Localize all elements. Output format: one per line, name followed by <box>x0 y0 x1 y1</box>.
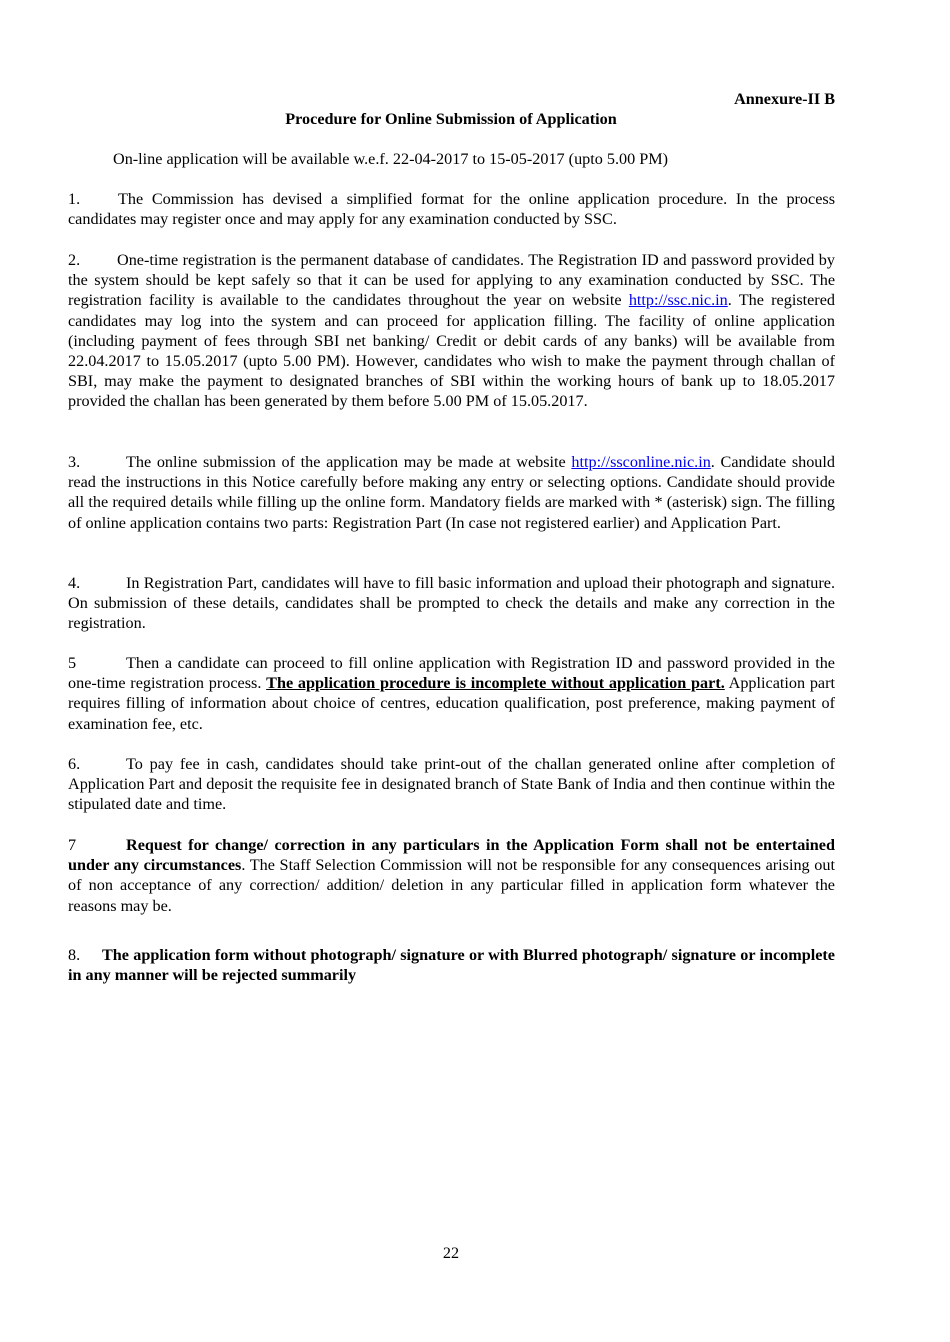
ssc-website-link[interactable]: http://ssc.nic.in <box>628 291 728 310</box>
paragraph-number: 3. <box>68 453 81 471</box>
paragraph-number: 2. <box>68 251 81 269</box>
paragraph-number: 7 <box>68 836 77 854</box>
paragraph-text: One-time registration is the permanent database of candidates. The Registration ID and password provided by the system should be kept safely so that it can be used for applying to any examination conducted by SSC. The registration facility is available to the candidates throughout the year on website <box>68 251 835 310</box>
paragraph-1 <box>68 189 835 229</box>
paragraph-number: 4. <box>68 574 81 592</box>
paragraph-text: . The registered candidates may log into the system and can proceed for application filling. The facility of online application (including payment of fees through SBI net banking/ Credit or debit cards of any banks) will be available from 22.04.2017 to 15.05.2017 (upto 5.00 PM). However, candidates who wish to make the payment through challan of SBI, may make the payment to designated branches of SBI within the working hours of bank up to 18.05.2017 provided the challan has been generated by them before 5.00 PM of 15.05.2017. <box>68 291 835 411</box>
paragraph-emphasis: The application procedure is incomplete without application part. <box>266 674 725 693</box>
ssconline-website-link[interactable]: http://ssconline.nic.in <box>571 453 711 471</box>
paragraph-emphasis: Request for change/ correction in any particulars in the Application Form shall not be entertained under any circumstances <box>68 836 835 875</box>
page-number: 22 <box>442 1244 460 1262</box>
paragraph-text: . Candidate should read the instructions in this Notice carefully before making any entry or selecting options. Candidate should provide all the required details while filling up the online form. Mandatory fields are marked with * (asterisk) sign. The filling of online application contains two parts: Registration Part (In case not registered earlier) and Application Part. <box>68 453 835 532</box>
paragraph-text: Then a candidate can proceed to fill online application with Registration ID and password provided in the one-time registration process. <box>68 654 835 693</box>
paragraph-text: Application part requires filling of information about choice of centres, education qualification, post preference, making payment of examination fee, etc. <box>68 674 835 733</box>
availability-notice: On-line application will be available w.e.f. 22-04-2017 to 15-05-2017 (upto 5.00 PM) <box>113 150 669 168</box>
paragraph-3 <box>68 452 835 533</box>
paragraph-text: . The Staff Selection Commission will not be responsible for any consequences arising out of non acceptance of any correction/ addition/ deletion in any particular filled in application form whatever the reasons may be. <box>68 856 835 915</box>
paragraph-text: In Registration Part, candidates will have to fill basic information and upload their photograph and signature. On submission of these details, candidates shall be prompted to check the details and make any correction in the registration. <box>68 574 835 633</box>
paragraph-7 <box>68 835 835 916</box>
paragraph-text: The online submission of the application may be made at website <box>126 453 572 471</box>
paragraph-number: 6. <box>68 755 81 773</box>
paragraph-number: 8. <box>68 946 81 964</box>
paragraph-8 <box>68 945 835 985</box>
paragraph-emphasis: The application form without photograph/ signature or with Blurred photograph/ signature or incomplete in any manner will be rejected summarily <box>68 946 835 985</box>
page-title: Procedure for Online Submission of Application <box>285 110 617 128</box>
paragraph-text: To pay fee in cash, candidates should take print-out of the challan generated online after completion of Application Part and deposit the requisite fee in designated branch of State Bank of India and then continue within the stipulated date and time. <box>68 755 835 814</box>
paragraph-number: 5 <box>68 654 77 672</box>
annexure-label: Annexure-II B <box>734 90 835 108</box>
paragraph-5 <box>68 653 835 734</box>
paragraph-6 <box>68 754 835 815</box>
paragraph-4 <box>68 573 835 634</box>
paragraph-2 <box>68 250 835 412</box>
paragraph-number: 1. <box>68 190 81 208</box>
paragraph-text: The Commission has devised a simplified format for the online application procedure. In the process candidates may register once and may apply for any examination conducted by SSC. <box>68 190 835 229</box>
